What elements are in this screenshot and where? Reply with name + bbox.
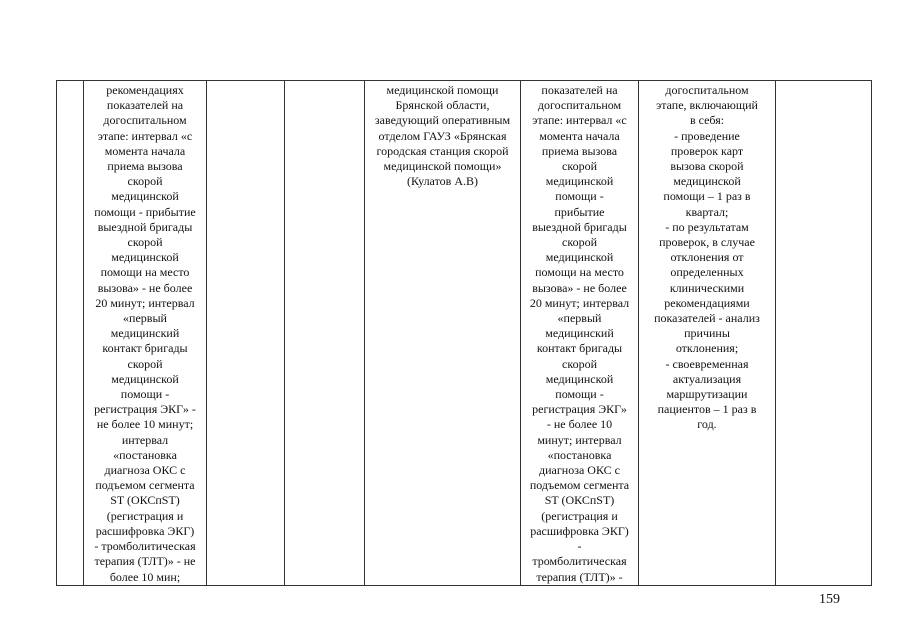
page-number: 159 bbox=[819, 592, 840, 607]
table-cell-responsible: медицинской помощи Брянской области, заведующий оперативным отделом ГАУЗ «Брянская городская станция скорой медицинской помощи» (Кулатов А.В) bbox=[365, 81, 521, 586]
table-cell-empty bbox=[776, 81, 872, 586]
table-cell-control-measures: догоспитальном этапе, включающий в себя: - проведение проверок карт вызова скорой медицинской помощи – 1 раз в квартал; - по результатам проверок, в случае отклонения от определенных клиническими рекомендациями показателей - анализ причины отклонения; - своевременная актуализация маршрутизации пациентов – 1 раз в год. bbox=[639, 81, 776, 586]
table-cell-number bbox=[57, 81, 84, 586]
table-cell-empty bbox=[285, 81, 365, 586]
table-cell-indicators: рекомендациях показателей на догоспитальном этапе: интервал «с момента начала приема вызова скорой медицинской помощи - прибытие выездной бригады скорой медицинской помощи на место вызова» - не более 20 минут; интервал «первый медицинский контакт бригады скорой медицинской помощи - регистрация ЭКГ» - не более 10 минут; интервал «постановка диагноза ОКС с подъемом сегмента ST (ОКСпST) (регистрация и расшифровка ЭКГ) - тромболитическая терапия (ТЛТ)» - не более 10 мин; bbox=[84, 81, 207, 586]
table-row bbox=[57, 81, 872, 586]
document-table bbox=[56, 80, 872, 586]
table-cell-empty bbox=[207, 81, 285, 586]
table-cell-indicators-result: показателей на догоспитальном этапе: интервал «с момента начала приема вызова скорой медицинской помощи - прибытие выездной бригады скорой медицинской помощи на место вызова» - не более 20 минут; интервал «первый медицинский контакт бригады скорой медицинской помощи - регистрация ЭКГ» - не более 10 минут; интервал «постановка диагноза ОКС с подъемом сегмента ST (ОКСпST) (регистрация и расшифровка ЭКГ) - тромболитическая терапия (ТЛТ)» - bbox=[521, 81, 639, 586]
